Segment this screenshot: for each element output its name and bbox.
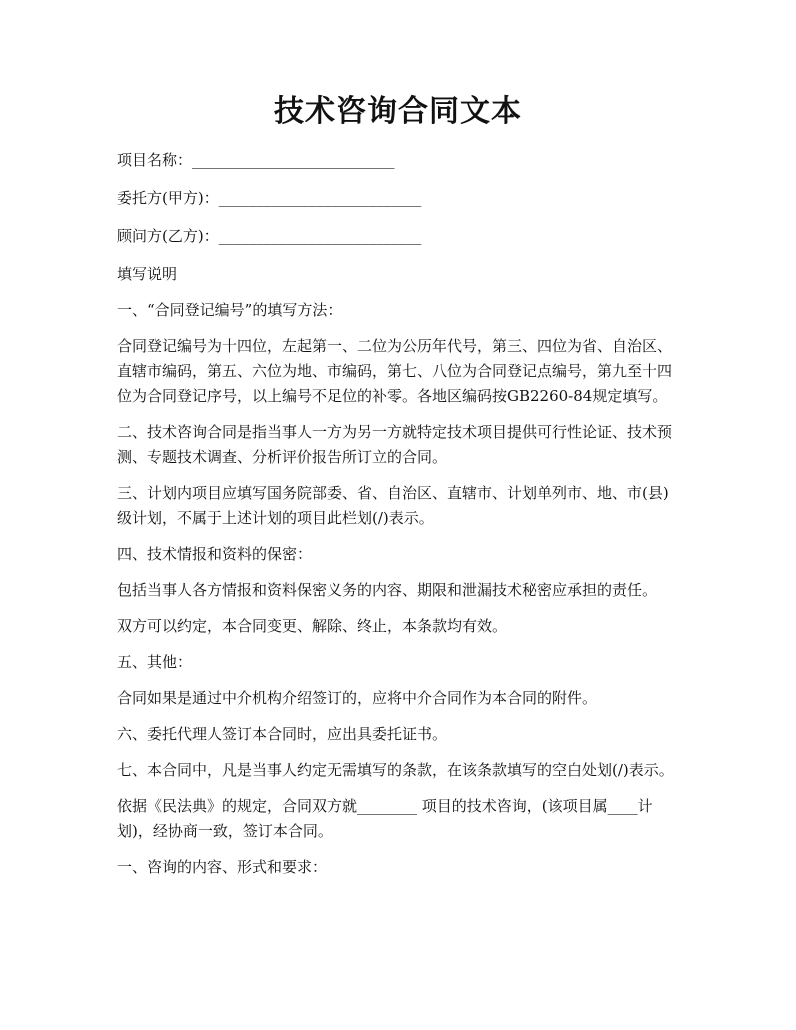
project-name-field: 项目名称：___________________________	[117, 151, 395, 169]
section-7-paragraph: 七、本合同中，凡是当事人约定无需填写的条款，在该条款填写的空白处划(/)表示。	[117, 761, 674, 779]
registration-number-paragraph: 合同登记编号为十四位，左起第一、二位为公历年代号，第三、四位为省、自治区、直辖市编码，第五、六位为地、市编码，第七、八位为合同登记点编号，第九至十四位为合同登记序号，以上编号不足位的补零。各地区编码按GB2260-84规定填写。	[117, 337, 673, 405]
section-2-paragraph: 二、技术咨询合同是指当事人一方为另一方就特定技术项目提供可行性论证、技术预测、专题技术调查、分析评价报告所订立的合同。	[117, 423, 673, 466]
validity-paragraph: 双方可以约定，本合同变更、解除、终止，本条款均有效。	[117, 617, 508, 635]
consulting-content-heading: 一、咨询的内容、形式和要求：	[117, 858, 328, 876]
intermediary-paragraph: 合同如果是通过中介机构介绍签订的，应将中介合同作为本合同的附件。	[117, 689, 598, 707]
confidentiality-paragraph: 包括当事人各方情报和资料保密义务的内容、期限和泄漏技术秘密应承担的责任。	[117, 581, 658, 599]
instructions-heading: 填写说明	[117, 265, 178, 283]
section-1-heading: 一、“合同登记编号”的填写方法：	[117, 301, 343, 319]
client-party-a-field: 委托方(甲方)：___________________________	[117, 189, 422, 207]
contract-basis-paragraph: 依据《民法典》的规定，合同双方就________ 项目的技术咨询，(该项目属____计划)，经协商一致，签订本合同。	[117, 797, 653, 840]
document-body	[117, 148, 683, 891]
section-5-heading: 五、其他：	[117, 653, 193, 671]
section-3-paragraph: 三、计划内项目应填写国务院部委、省、自治区、直辖市、计划单列市、地、市(县)级计划，不属于上述计划的项目此栏划(/)表示。	[117, 484, 669, 527]
consultant-party-b-field: 顾问方(乙方)：___________________________	[117, 227, 422, 245]
section-6-paragraph: 六、委托代理人签订本合同时，应出具委托证书。	[117, 725, 448, 743]
section-4-heading: 四、技术情报和资料的保密：	[117, 545, 313, 563]
document-title: 技术咨询合同文本	[274, 94, 522, 129]
